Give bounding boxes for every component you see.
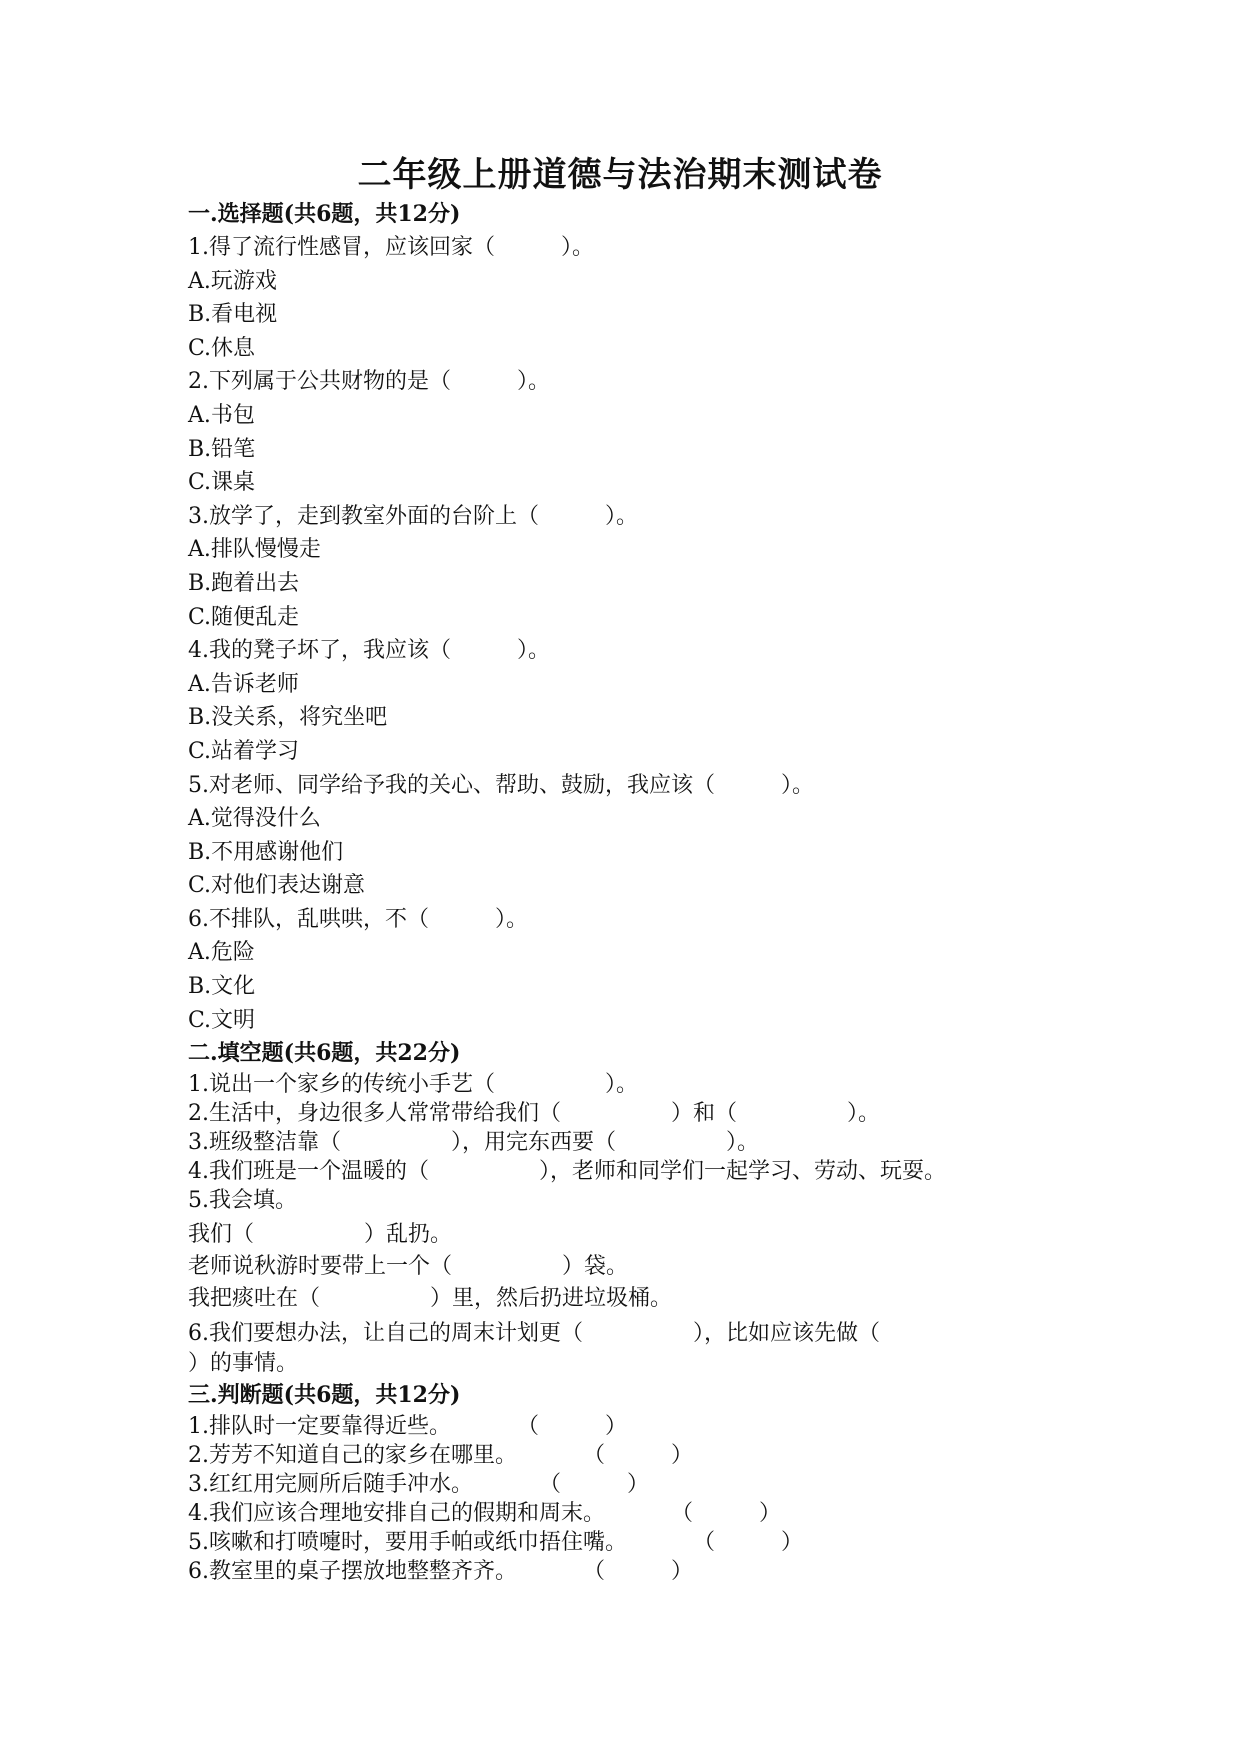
fill-sub-item: 我们（ ）乱扔。 (188, 1222, 453, 1248)
option: C.文明 (188, 1007, 256, 1033)
question-stem: 5.对老师、同学给予我的关心、帮助、鼓励，我应该（ ）。 (188, 772, 814, 798)
option: C.站着学习 (188, 738, 300, 764)
option: A.书包 (188, 402, 255, 428)
fill-question: 3.班级整洁靠（ ），用完东西要（ ）。 (188, 1130, 759, 1156)
option: B.看电视 (188, 302, 278, 328)
judge-question: 4.我们应该合理地安排自己的假期和周末。 （ ） (188, 1501, 781, 1527)
exam-content (188, 198, 1088, 1586)
fill-question: 2.生活中，身边很多人常常带给我们（ ）和（ ）。 (188, 1101, 880, 1127)
option: B.没关系，将究坐吧 (188, 705, 388, 731)
option: A.排队慢慢走 (188, 537, 321, 563)
section-heading-choice: 一.选择题(共6题，共12分) (188, 201, 461, 227)
option: B.文化 (188, 974, 256, 1000)
option: C.课桌 (188, 470, 256, 496)
judge-question: 3.红红用完厕所后随手冲水。 （ ） (188, 1472, 649, 1498)
question-stem: 4.我的凳子坏了，我应该（ ）。 (188, 638, 550, 664)
fill-sub-item: 我把痰吐在（ ）里，然后扔进垃圾桶。 (188, 1286, 673, 1312)
question-stem: 3.放学了，走到教室外面的台阶上（ ）。 (188, 503, 638, 529)
judge-question: 6.教室里的桌子摆放地整整齐齐。 （ ） (188, 1559, 693, 1585)
section-heading-fill: 二.填空题(共6题，共22分) (188, 1040, 461, 1067)
page-title: 二年级上册道德与法治期末测试卷 (357, 155, 883, 195)
option: B.不用感谢他们 (188, 839, 344, 865)
question-stem: 2.下列属于公共财物的是（ ）。 (188, 369, 550, 395)
fill-question-continued: ）的事情。 (188, 1351, 299, 1377)
option: B.铅笔 (188, 436, 256, 462)
fill-question: 4.我们班是一个温暖的（ ），老师和同学们一起学习、劳动、玩耍。 (188, 1159, 946, 1185)
option: A.告诉老师 (188, 671, 299, 697)
fill-sub-item: 老师说秋游时要带上一个（ ）袋。 (188, 1254, 629, 1280)
fill-question: 5.我会填。 (188, 1188, 297, 1214)
option: C.随便乱走 (188, 604, 300, 630)
option: C.休息 (188, 335, 256, 361)
judge-question: 1.排队时一定要靠得近些。 （ ） (188, 1414, 627, 1440)
judge-question: 2.芳芳不知道自己的家乡在哪里。 （ ） (188, 1443, 693, 1469)
option: B.跑着出去 (188, 570, 300, 596)
option: C.对他们表达谢意 (188, 873, 366, 899)
option: A.觉得没什么 (188, 806, 321, 832)
question-stem: 6.不排队，乱哄哄，不（ ）。 (188, 906, 528, 932)
judge-question: 5.咳嗽和打喷嚏时，要用手帕或纸巾捂住嘴。 （ ） (188, 1530, 803, 1556)
option: A.危险 (188, 940, 255, 966)
section-heading-judge: 三.判断题(共6题，共12分) (188, 1382, 461, 1409)
fill-question: 1.说出一个家乡的传统小手艺（ ）。 (188, 1072, 638, 1098)
question-stem: 1.得了流行性感冒，应该回家（ ）。 (188, 235, 594, 260)
fill-question: 6.我们要想办法，让自己的周末计划更（ ），比如应该先做（ (188, 1321, 880, 1347)
option: A.玩游戏 (188, 268, 277, 294)
